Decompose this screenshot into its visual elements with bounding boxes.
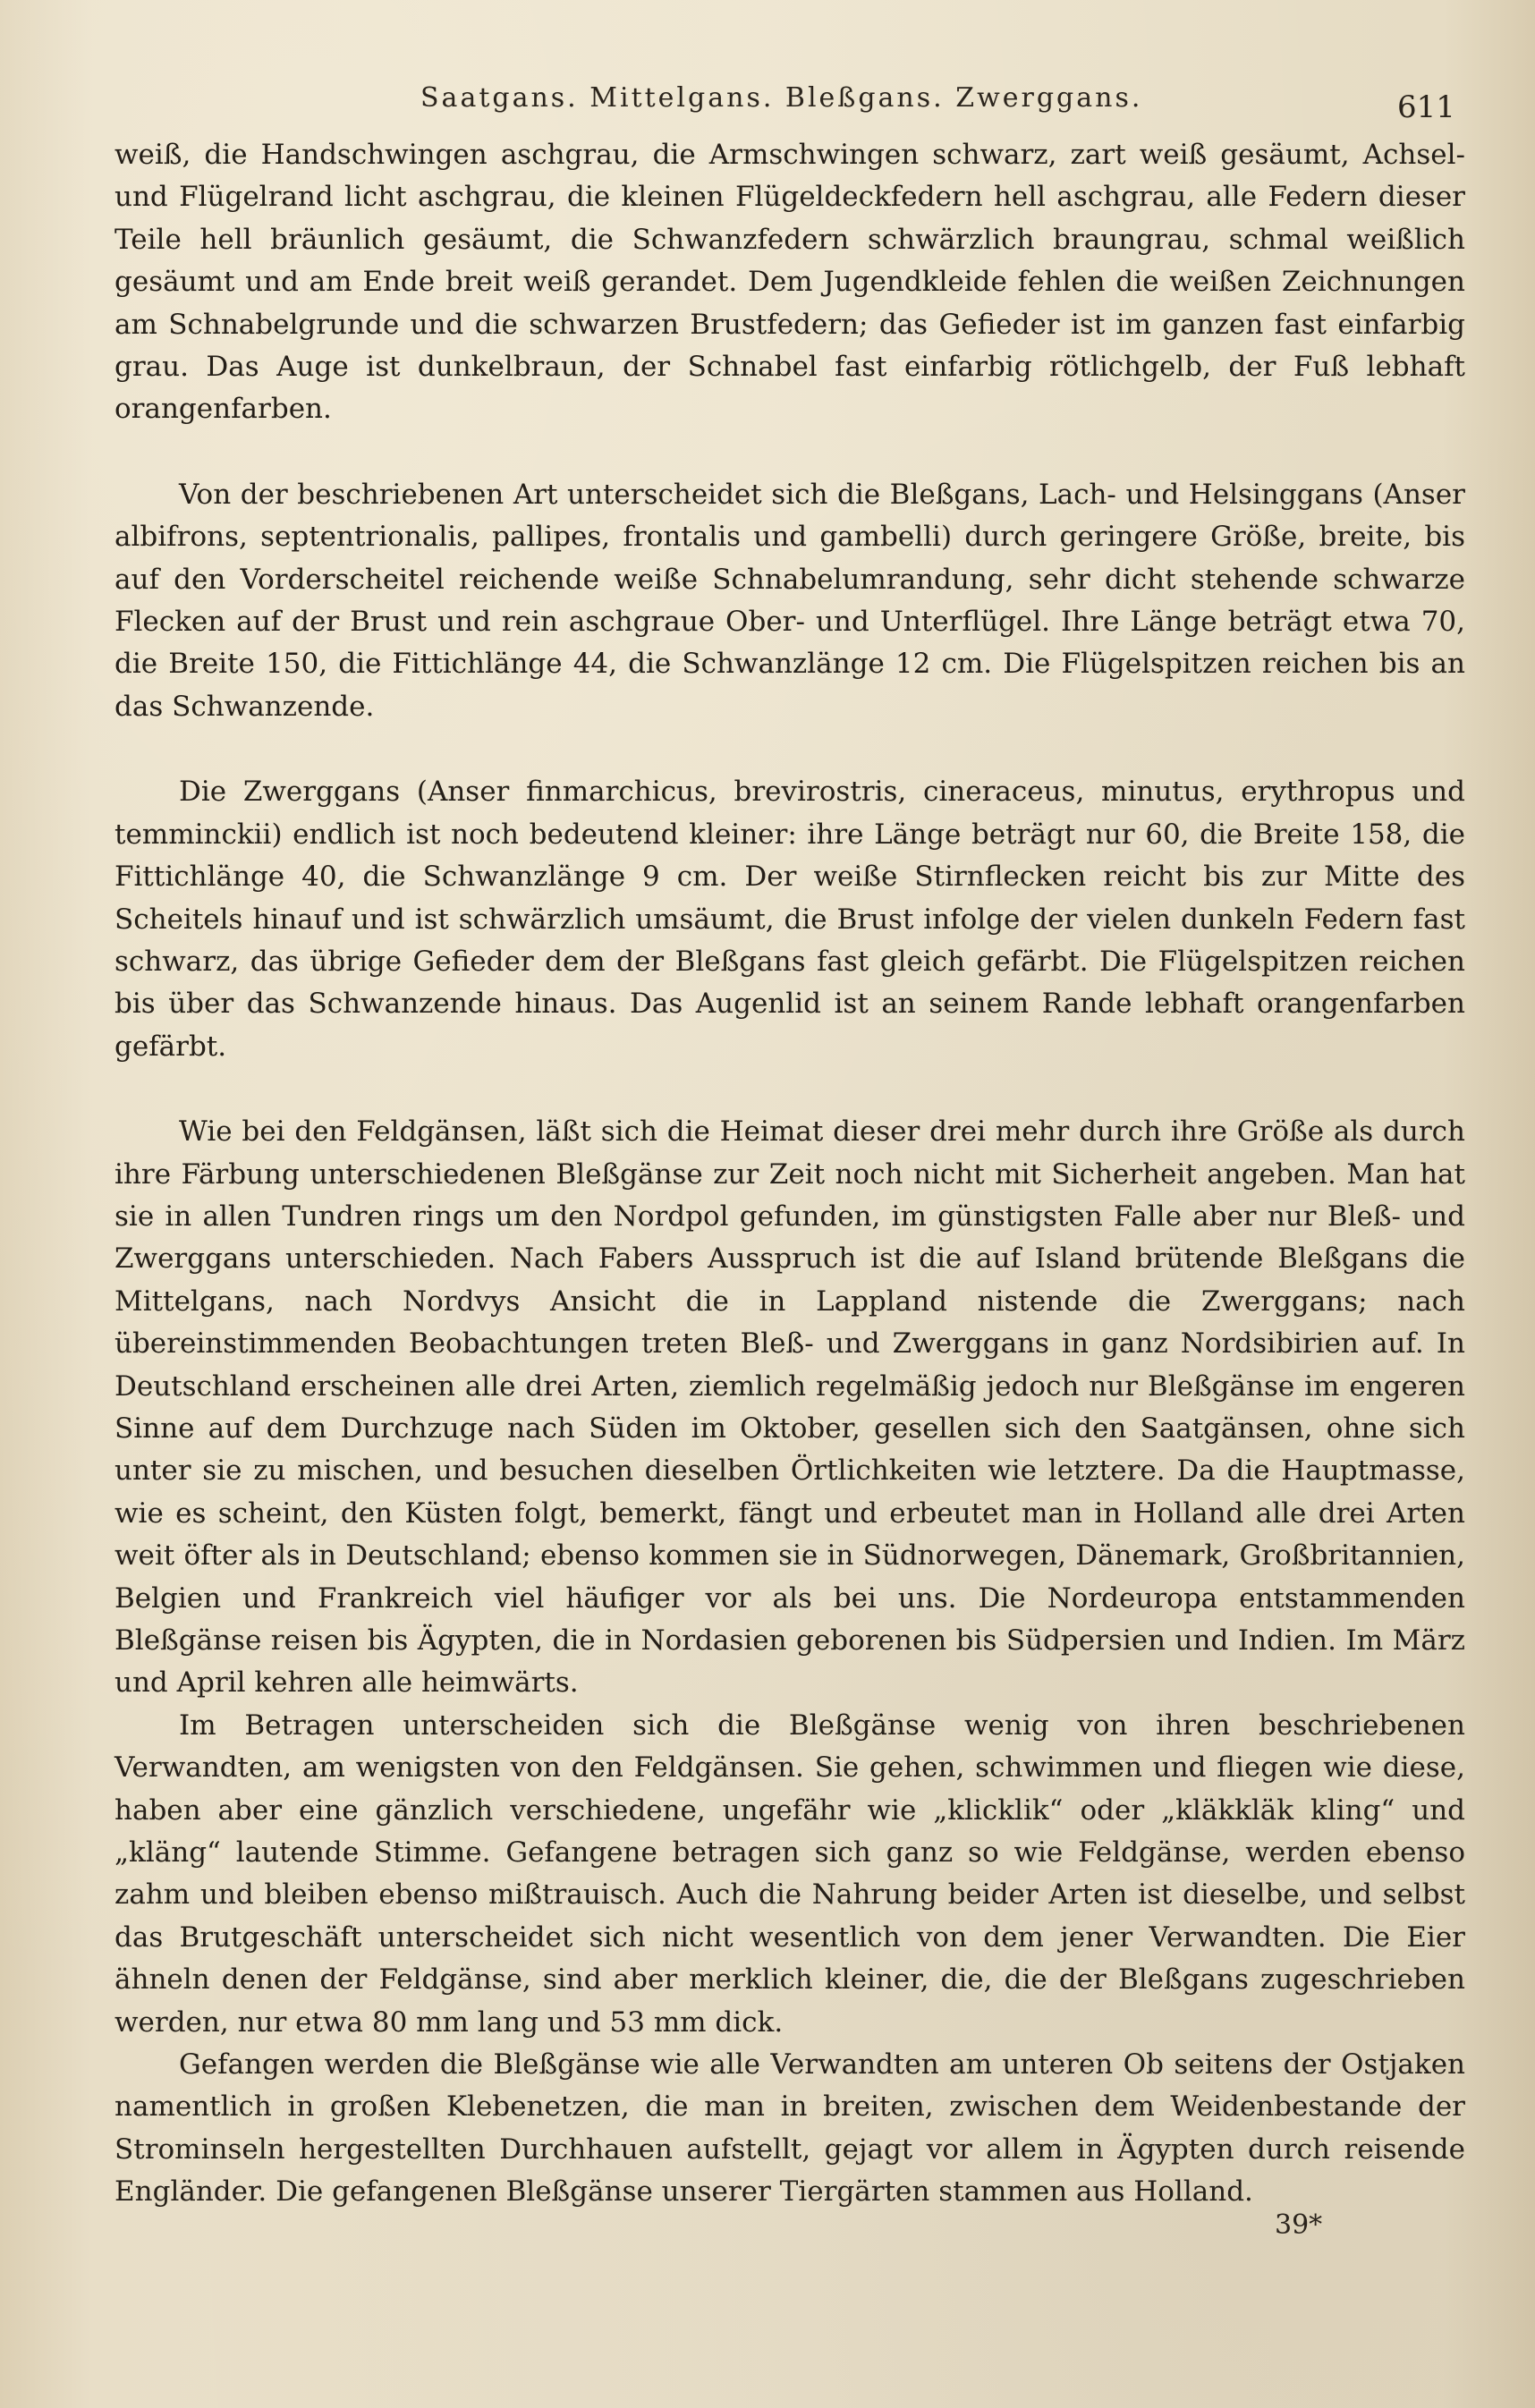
signature-mark: 39* bbox=[1275, 2209, 1323, 2241]
paragraph-1: weiß, die Handschwingen aschgrau, die Armschwingen schwarz, zart weiß gesäumt, Achsel- und Flügelrand licht aschgrau, die kleinen Flügeldeckfedern hell aschgrau, alle Federn dieser Teile hell bräunlich gesäumt, die Schwanzfedern schwärzlich braungrau, schmal weißlich gesäumt und am Ende breit weiß gerandet. Dem Jugendkleide fehlen die weißen Zeichnungen am Schnabelgrunde und die schwarzen Brustfedern; das Gefieder ist im ganzen fast einfarbig grau. Das Auge ist dunkelbraun, der Schnabel fast einfarbig rötlichgelb, der Fuß lebhaft orangenfarben. bbox=[114, 139, 1465, 426]
paragraph-6: Gefangen werden die Bleßgänse wie alle Verwandten am unteren Ob seitens der Ostjaken namentlich in großen Klebenetzen, die man in breiten, zwischen dem Weidenbestande der Strominseln hergestellten Durchhauen aufstellt, gejagt vor allem in Ägypten durch reisende Engländer. Die gefangenen Bleßgänse unserer Tiergärten stammen aus Holland. bbox=[114, 2048, 1465, 2209]
paragraph-3: Die Zwerggans (Anser finmarchicus, brevirostris, cineraceus, minutus, erythropus und temminckii) endlich ist noch bedeutend kleiner: ihre Länge beträgt nur 60, die Breite 158, die Fittichlänge 40, die Schwanzlänge 9 cm. Der weiße Stirnflecken reicht bis zur Mitte des Scheitels hinauf und ist schwärzlich umsäumt, die Brust infolge der vielen dunkeln Federn fast schwarz, das übrige Gefieder dem der Bleßgans fast gleich gefärbt. Die Flügelspitzen reichen bis über das Schwanzende hinaus. Das Augenlid ist an seinem Rande lebhaft orangenfarben gefärbt. bbox=[114, 776, 1465, 1063]
running-head: Saatgans. Mittelgans. Bleßgans. Zwerggans. bbox=[420, 82, 1143, 114]
page-number: 611 bbox=[1397, 89, 1455, 125]
paragraph-2: Von der beschriebenen Art unterscheidet sich die Bleßgans, Lach- und Helsinggans (Anser albifrons, septentrionalis, pallipes, frontalis und gambelli) durch geringere Größe, breite, bis auf den Vorderscheitel reichende weiße Schnabelumrandung, sehr dicht stehende schwarze Flecken auf der Brust und rein aschgraue Ober- und Unterflügel. Ihre Länge beträgt etwa 70, die Breite 150, die Fittichlänge 44, die Schwanzlänge 12 cm. Die Flügelspitzen reichen bis an das Schwanzende. bbox=[114, 478, 1465, 723]
paragraph-4: Wie bei den Feldgänsen, läßt sich die Heimat dieser drei mehr durch ihre Größe als durch ihre Färbung unterschiedenen Bleßgänse zur Zeit noch nicht mit Sicherheit angeben. Man hat sie in allen Tundren rings um den Nordpol gefunden, im günstigsten Falle aber nur Bleß- und Zwerggans unterschieden. Nach Fabers Ausspruch ist die auf Island brütende Bleßgans die Mittelgans, nach Nordvys Ansicht die in Lappland nistende die Zwerggans; nach übereinstimmenden Beobachtungen treten Bleß- und Zwerggans in ganz Nordsibirien auf. In Deutschland erscheinen alle drei Arten, ziemlich regelmäßig jedoch nur Bleßgänse im engeren Sinne auf dem Durchzuge nach Süden im Oktober, gesellen sich den Saatgänsen, ohne sich unter sie zu mischen, und besuchen dieselben Örtlichkeiten wie letztere. Da die Hauptmasse, wie es scheint, den Küsten folgt, bemerkt, fängt und erbeutet man in Holland alle drei Arten weit öfter als in Deutschland; ebenso kommen sie in Südnorwegen, Dänemark, Großbritannien, Belgien und Frankreich viel häufiger vor als bei uns. Die Nordeuropa entstammenden Bleßgänse reisen bis Ägypten, die in Nordasien geborenen bis Südpersien und Indien. Im März und April kehren alle heimwärts. bbox=[114, 1115, 1465, 1700]
paragraph-5: Im Betragen unterscheiden sich die Bleßgänse wenig von ihren beschriebenen Verwandten, am wenigsten von den Feldgänsen. Sie gehen, schwimmen und fliegen wie diese, haben aber eine gänzlich verschiedene, ungefähr wie „klicklik“ oder „kläkkläk kling“ und „kläng“ lautende Stimme. Gefangene betragen sich ganz so wie Feldgänse, werden ebenso zahm und bleiben ebenso mißtrauisch. Auch die Nahrung beider Arten ist dieselbe, und selbst das Brutgeschäft unterscheidet sich nicht wesentlich von dem jener Verwandten. Die Eier ähneln denen der Feldgänse, sind aber merklich kleiner, die, die der Bleßgans zugeschrieben werden, nur etwa 80 mm lang und 53 mm dick. bbox=[114, 1708, 1465, 2039]
body-text bbox=[114, 134, 1465, 2214]
